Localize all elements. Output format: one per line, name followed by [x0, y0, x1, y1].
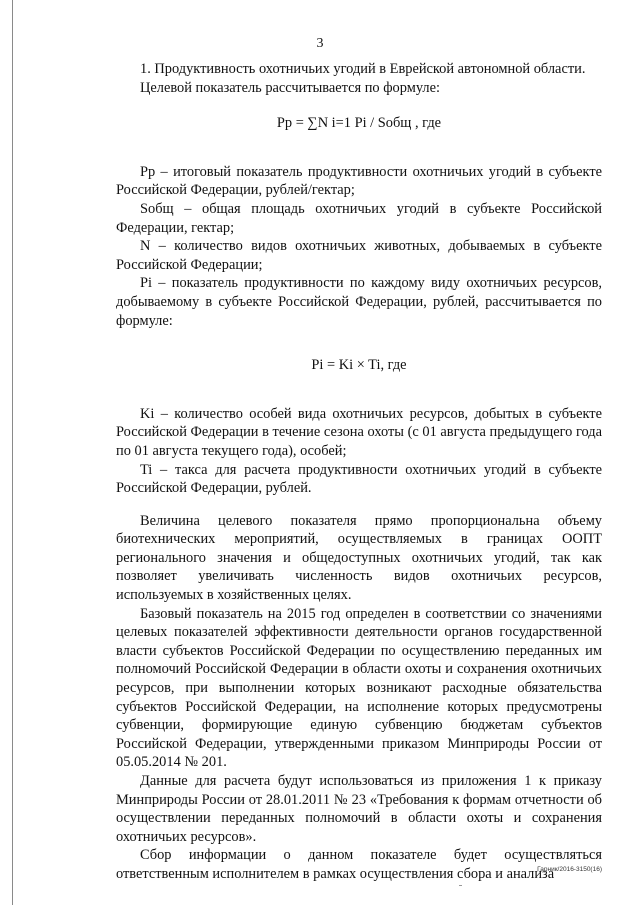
formula-intro: Целевой показатель рассчитывается по формуле: — [140, 79, 440, 96]
definition-t: Ti – такса для расчета продуктивности охотничьих угодий в субъекте Российской Федерации, рублей. — [116, 461, 602, 497]
section-heading: 1. Продуктивность охотничьих угодий в Еврейской автономной области. — [140, 61, 586, 77]
definition-s: Sобщ – общая площадь охотничьих угодий в субъекте Российской Федерации, гектар; — [116, 200, 602, 236]
document-body — [116, 60, 602, 884]
formula-species: Pi = Ki × Ti, где — [311, 357, 407, 374]
definition-pp: Pp – итоговый показатель продуктивности охотничьих угодий в субъекте Российской Федерации, рублей/гектар; — [116, 163, 602, 199]
definition-n: N – количество видов охотничьих животных, добываемых в субъекте Российской Федерации; — [116, 238, 602, 273]
formula-productivity: Pp = ∑N i=1 Pi / Sобщ , где — [276, 115, 442, 132]
page-edge-line — [12, 0, 13, 905]
paragraph-data-source: Данные для расчета будут использоваться из приложения 1 к приказу Минприроды России от 28.01.2011 № 23 «Требования к формам отчетности об осуществлении переданных полномочий в области охоты и сохранения охотничьих ресурсов». — [116, 773, 602, 845]
paragraph-baseline: Базовый показатель на 2015 год определен в соответствии со значениями целевых показателей эффективности деятельности органов государственной власти субъектов Российской Федерации по осуществлению переданных им полномочий Российской Федерации в области охоты и сохранения охотничьих ресурсов, при выполнении которых возникают расходные обязательства субъектов Российской Федерации, на исполнение которых предусмотрены субвенции, формирующие единую субвенцию бюджетам субъектов Российской Федерации, утвержденными приказом Минприроды России от 05.05.2014 № 201. — [116, 605, 602, 771]
scan-speck — [459, 885, 462, 886]
footer-document-code: Гарник/2016-3150(16) — [537, 866, 602, 873]
page-number: 3 — [316, 36, 324, 51]
definition-k: Ki – количество особей вида охотничьих ресурсов, добытых в субъекте Российской Федерации в течение сезона охоты (с 01 августа предыдущего года по 01 августа текущего года), особей; — [116, 405, 602, 459]
paragraph-collection: Сбор информации о данном показателе будет осуществляться ответственным исполнителем в рамках осуществления сбора и анализа — [116, 847, 602, 882]
definition-pi: Pi – показатель продуктивности по каждому виду охотничьих ресурсов, добываемому в субъекте Российской Федерации, рублей, рассчитывается по формуле: — [116, 275, 602, 329]
paragraph-proportionality: Величина целевого показателя прямо пропорциональна объему биотехнических мероприятий, осуществляемых в границах ООПТ регионального значения и общедоступных охотничьих угодий, так как позволяет увеличивать численность видов охотничьих ресурсов, используемых в хозяйственных целях. — [116, 512, 602, 604]
